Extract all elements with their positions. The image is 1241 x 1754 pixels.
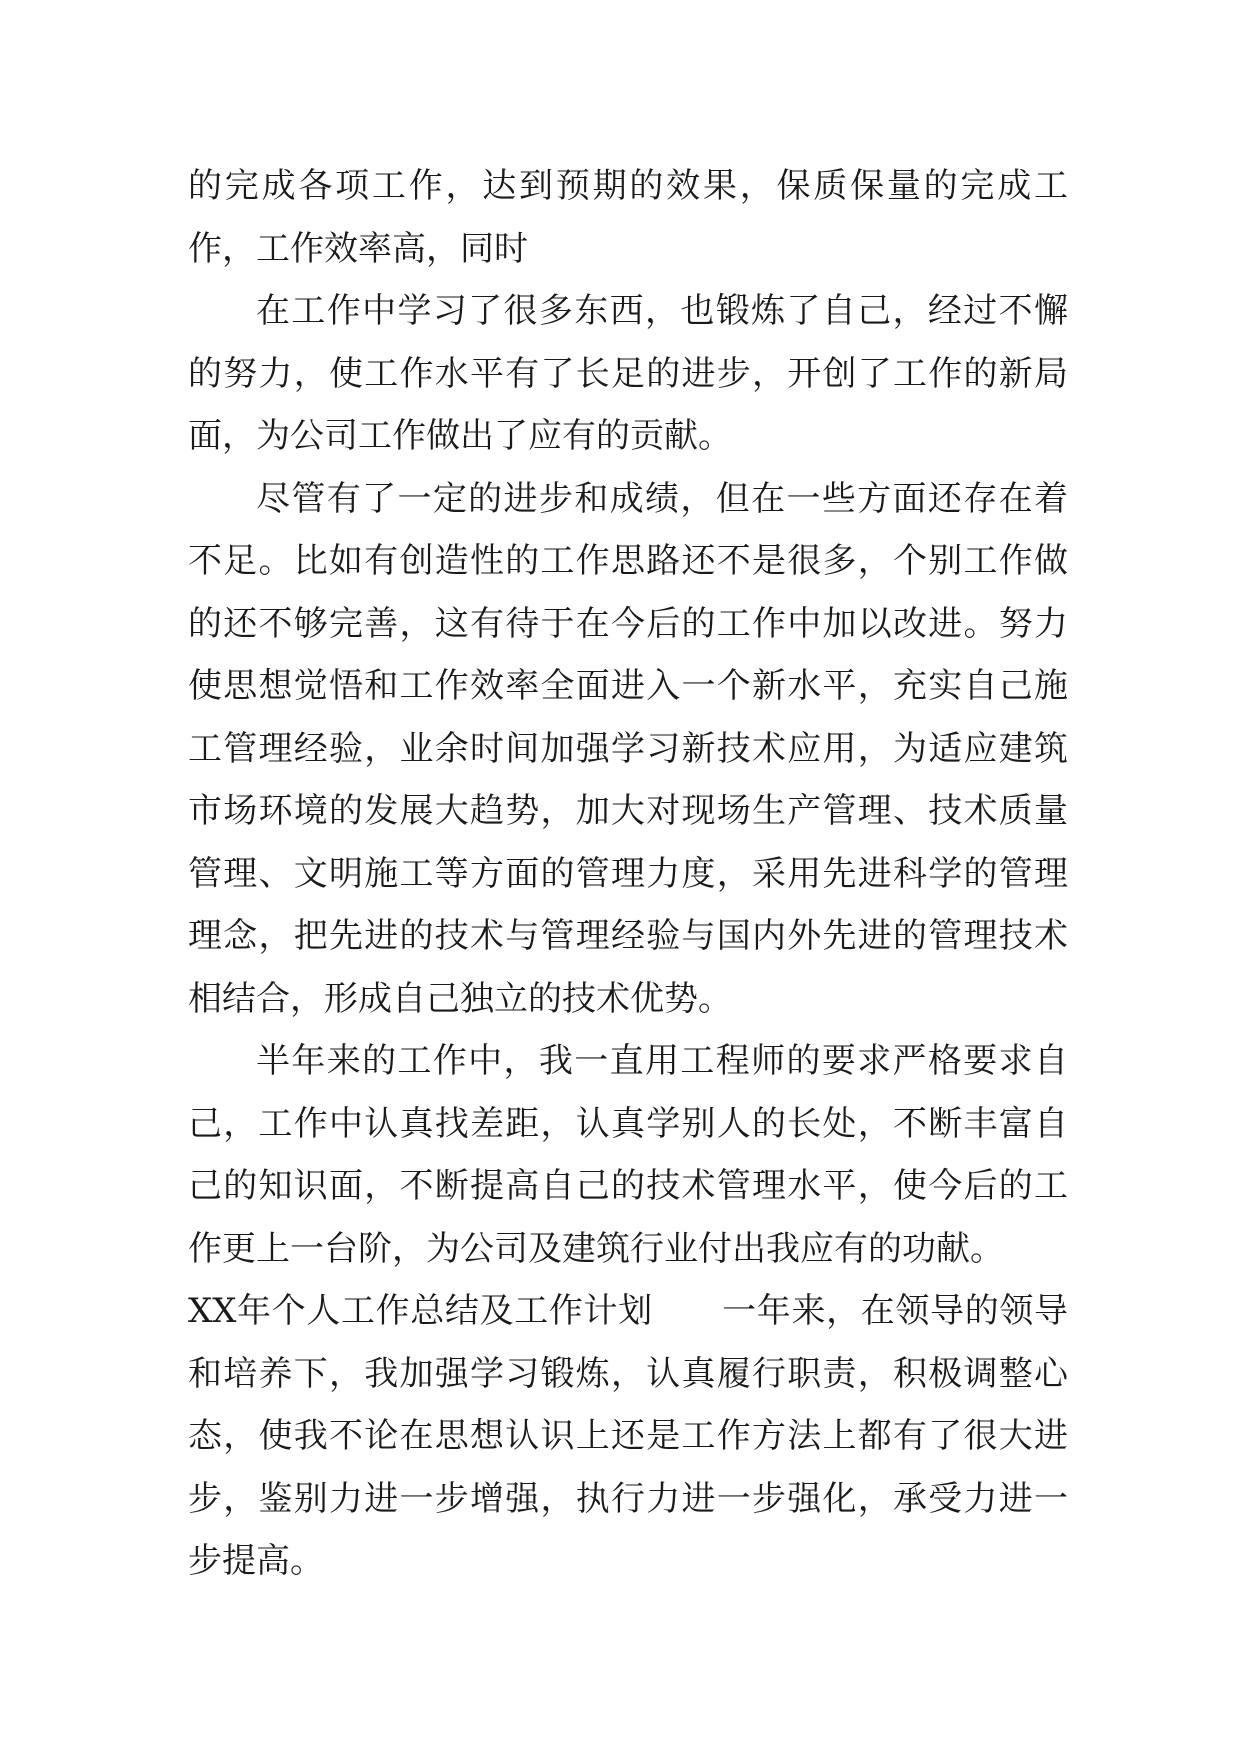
paragraph-4: 半年来的工作中，我一直用工程师的要求严格要求自己，工作中认真找差距，认真学别人的长处，不断丰富自己的知识面，不断提高自己的技术管理水平，使今后的工作更上一台阶，为公司及建筑行业付出我应有的功献。 xyxy=(188,1041,1068,1269)
document-body xyxy=(188,155,1068,1593)
paragraph-1: 的完成各项工作，达到预期的效果，保质保量的完成工作，工作效率高，同时 xyxy=(188,166,1068,269)
paragraph-3: 尽管有了一定的进步和成绩，但在一些方面还存在着不足。比如有创造性的工作思路还不是很多，个别工作做的还不够完善，这有待于在今后的工作中加以改进。努力使思想觉悟和工作效率全面进入一个新水平，充实自己施工管理经验，业余时间加强学习新技术应用，为适应建筑市场环境的发展大趋势，加大对现场生产管理、技术质量管理、文明施工等方面的管理力度，采用先进科学的管理理念，把先进的技术与管理经验与国内外先进的管理技术相结合，形成自己独立的技术优势。 xyxy=(188,478,1068,1019)
paragraph-5: XX年个人工作总结及工作计划 一年来，在领导的领导和培养下，我加强学习锻炼，认真履行职责，积极调整心态，使我不论在思想认识上还是工作方法上都有了很大进步，鉴别力进一步增强，执行力进一步强化，承受力进一步提高。 xyxy=(188,1291,1068,1581)
paragraph-2: 在工作中学习了很多东西，也锻炼了自己，经过不懈的努力，使工作水平有了长足的进步，开创了工作的新局面，为公司工作做出了应有的贡献。 xyxy=(188,291,1068,456)
